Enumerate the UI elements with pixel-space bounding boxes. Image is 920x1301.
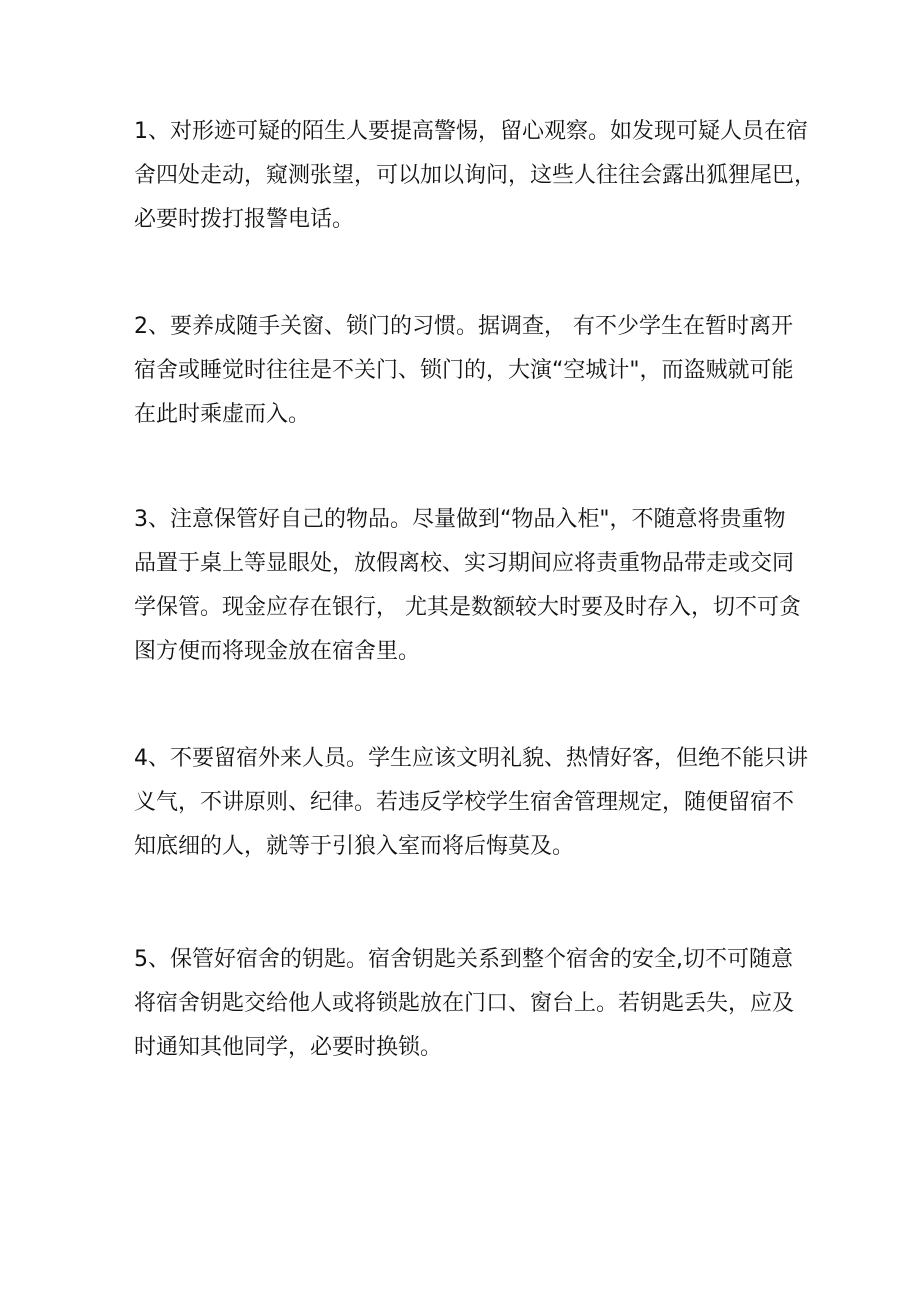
paragraph-line: 图方便而将现金放在宿舍里。 [134,639,421,664]
paragraph-1 [134,110,817,242]
paragraph-5 [134,938,794,1070]
paragraph-line: 在此时乘虚而入。 [134,402,311,427]
paragraph-line: 舍四处走动，窥测张望，可以加以询问，这些人往往会露出狐狸尾巴， [134,163,817,188]
paragraph-line: 学保管。现金应存在银行， 尤其是数额较大时要及时存入，切不可贪 [134,595,801,620]
paragraph-line: 品置于桌上等显眼处，放假离校、实习期间应将责重物品带走或交同 [134,551,795,576]
paragraph-line: 3、注意保管好自己的物品。尽量做到“物品入柜"，不随意将贵重物 [134,507,786,532]
paragraph-line: 义气，不讲原则、纪律。若违反学校学生宿舍管理规定，随便留宿不 [134,790,795,815]
paragraph-line: 时通知其他同学，必要时换锁。 [134,1035,443,1060]
paragraph-3 [134,498,801,674]
paragraph-line: 宿舍或睡觉时往往是不关门、锁门的，大演“空城计"，而盗贼就可能 [134,358,794,383]
paragraph-line: 5、保管好宿舍的钥匙。宿舍钥匙关系到整个宿舍的安全,切不可随意 [134,947,793,972]
paragraph-line: 知底细的人，就等于引狼入室而将后悔莫及。 [134,834,575,859]
paragraph-line: 1、对形迹可疑的陌生人要提高警惕，留心观察。如发现可疑人员在宿 [134,119,808,144]
paragraph-line: 2、要养成随手关窗、锁门的习惯。据调查， 有不少学生在暂时离开 [134,314,793,339]
paragraph-line: 4、不要留宿外来人员。学生应该文明礼貌、热情好客，但绝不能只讲 [134,746,808,771]
paragraph-line: 必要时拨打报警电话。 [134,207,355,232]
paragraph-line: 将宿舍钥匙交给他人或将锁匙放在门口、窗台上。若钥匙丢失，应及 [134,991,795,1016]
paragraph-4 [134,737,808,869]
paragraph-2 [134,305,794,437]
